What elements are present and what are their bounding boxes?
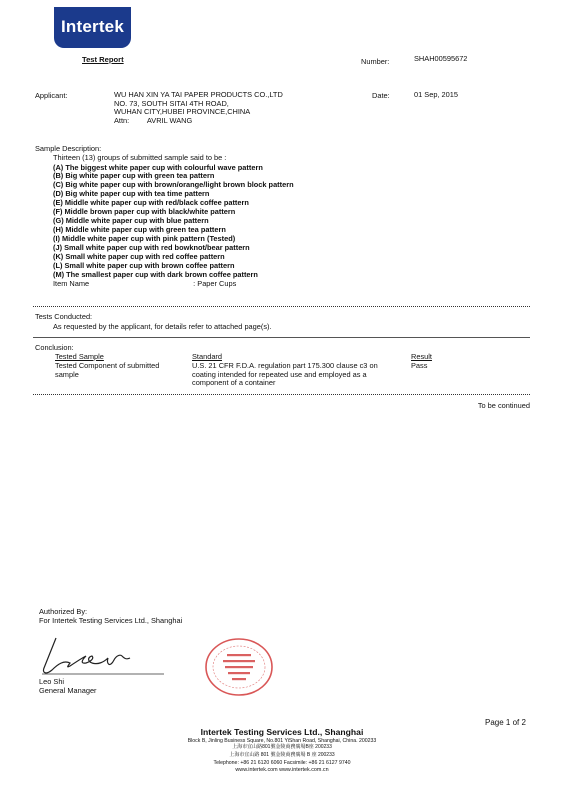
col-tested-sample: Tested Sample bbox=[55, 352, 104, 361]
applicant-line-2: NO. 73, SOUTH SITAI 4TH ROAD, bbox=[114, 98, 229, 108]
signature bbox=[34, 630, 164, 680]
footer-address: Block B, Jinling Business Square, No.801 YiShan Road, Shanghai, China. 200233 bbox=[187, 738, 377, 744]
applicant-label: Applicant: bbox=[35, 91, 68, 100]
tested-sample-cell bbox=[55, 362, 159, 379]
standard-line-1: U.S. 21 CFR F.D.A. regulation part 175.300 clause c3 on bbox=[192, 361, 378, 370]
standard-line-2: coating intended for repeated use and employed as a bbox=[192, 369, 367, 379]
sample-item: (F) Middle brown paper cup with black/white pattern bbox=[53, 207, 236, 217]
sample-item: (M) The smallest paper cup with dark brown coffee pattern bbox=[53, 269, 258, 279]
applicant-line-3: WUHAN CITY,HUBEI PROVINCE,CHINA bbox=[114, 107, 251, 117]
logo-text: Intertek bbox=[60, 17, 124, 37]
sample-item: (B) Big white paper cup with green tea pattern bbox=[53, 171, 215, 181]
col-result: Result bbox=[411, 352, 432, 361]
signer-title: General Manager bbox=[39, 686, 97, 695]
company-seal bbox=[201, 636, 277, 698]
tested-sample-line-2: sample bbox=[55, 369, 79, 379]
col-standard: Standard bbox=[192, 352, 222, 361]
sample-item: (L) Small white paper cup with brown coffee pattern bbox=[53, 260, 235, 270]
sample-item: (C) Big white paper cup with brown/orange/light brown block pattern bbox=[53, 180, 294, 190]
standard-cell bbox=[192, 362, 378, 388]
divider-line bbox=[33, 337, 530, 338]
date-label: Date: bbox=[372, 91, 390, 100]
page-number: Page 1 of 2 bbox=[485, 718, 526, 727]
applicant-block bbox=[114, 91, 283, 126]
footer-company: Intertek Testing Services Ltd., Shanghai bbox=[200, 727, 364, 737]
applicant-line-1: WU HAN XIN YA TAI PAPER PRODUCTS CO.,LTD bbox=[114, 90, 283, 99]
sample-item: (I) Middle white paper cup with pink pattern (Tested) bbox=[53, 234, 236, 244]
footer-address-cn: 上海市宜山路801號金陵商務廣場B座 200233 bbox=[232, 744, 332, 750]
sample-item: (G) Middle white paper cup with blue pattern bbox=[53, 216, 209, 226]
date-value: 01 Sep, 2015 bbox=[414, 90, 458, 99]
tested-sample-line-1: Tested Component of submitted bbox=[55, 361, 160, 370]
sample-item: (K) Small white paper cup with red coffee pattern bbox=[53, 252, 225, 262]
report-title: Test Report bbox=[82, 55, 124, 64]
sample-intro: Thirteen (13) groups of submitted sample said to be : bbox=[53, 153, 227, 162]
footer-web: www.intertek.com www.intertek.com.cn bbox=[235, 767, 329, 773]
number-label: Number: bbox=[361, 57, 390, 66]
sample-item: (A) The biggest white paper cup with colourful wave pattern bbox=[53, 162, 263, 172]
attn-value: AVRIL WANG bbox=[146, 116, 193, 126]
sample-item: (D) Big white paper cup with tea time pattern bbox=[53, 189, 210, 199]
item-name-value: : Paper Cups bbox=[193, 278, 237, 288]
tests-text: As requested by the applicant, for details refer to attached page(s). bbox=[53, 322, 272, 331]
intertek-logo bbox=[54, 7, 131, 48]
to-be-continued: To be continued bbox=[477, 401, 530, 410]
sample-item: (H) Middle white paper cup with green tea pattern bbox=[53, 225, 226, 235]
authorized-for: For Intertek Testing Services Ltd., Shanghai bbox=[39, 616, 183, 625]
standard-line-3: component of a container bbox=[192, 378, 276, 388]
sample-item: (E) Middle white paper cup with red/black coffee pattern bbox=[53, 198, 249, 208]
divider-dotted bbox=[33, 306, 530, 307]
sample-list bbox=[53, 164, 294, 289]
signer-name: Leo Shi bbox=[39, 677, 65, 686]
sample-heading: Sample Description: bbox=[35, 144, 102, 153]
authorized-by-label: Authorized By: bbox=[39, 607, 88, 616]
divider-dotted bbox=[33, 394, 530, 395]
report-number: SHAH00595672 bbox=[414, 54, 468, 63]
item-name-label: Item Name bbox=[53, 278, 90, 288]
signature-stroke bbox=[43, 638, 130, 673]
conclusion-heading: Conclusion: bbox=[35, 343, 74, 352]
sample-item: (J) Small white paper cup with red bowknot/bear pattern bbox=[53, 243, 250, 253]
footer-phone: Telephone: +86 21 6120 6060 Facsimile: +86 21 6127 9740 bbox=[213, 760, 351, 766]
attn-label: Attn: bbox=[114, 116, 130, 126]
result-cell: Pass bbox=[411, 361, 428, 370]
tests-heading: Tests Conducted: bbox=[35, 312, 93, 321]
footer-contact-cn: 上海市宜山路 801 號金陵商務廣場 B 座 200233 bbox=[229, 752, 335, 758]
